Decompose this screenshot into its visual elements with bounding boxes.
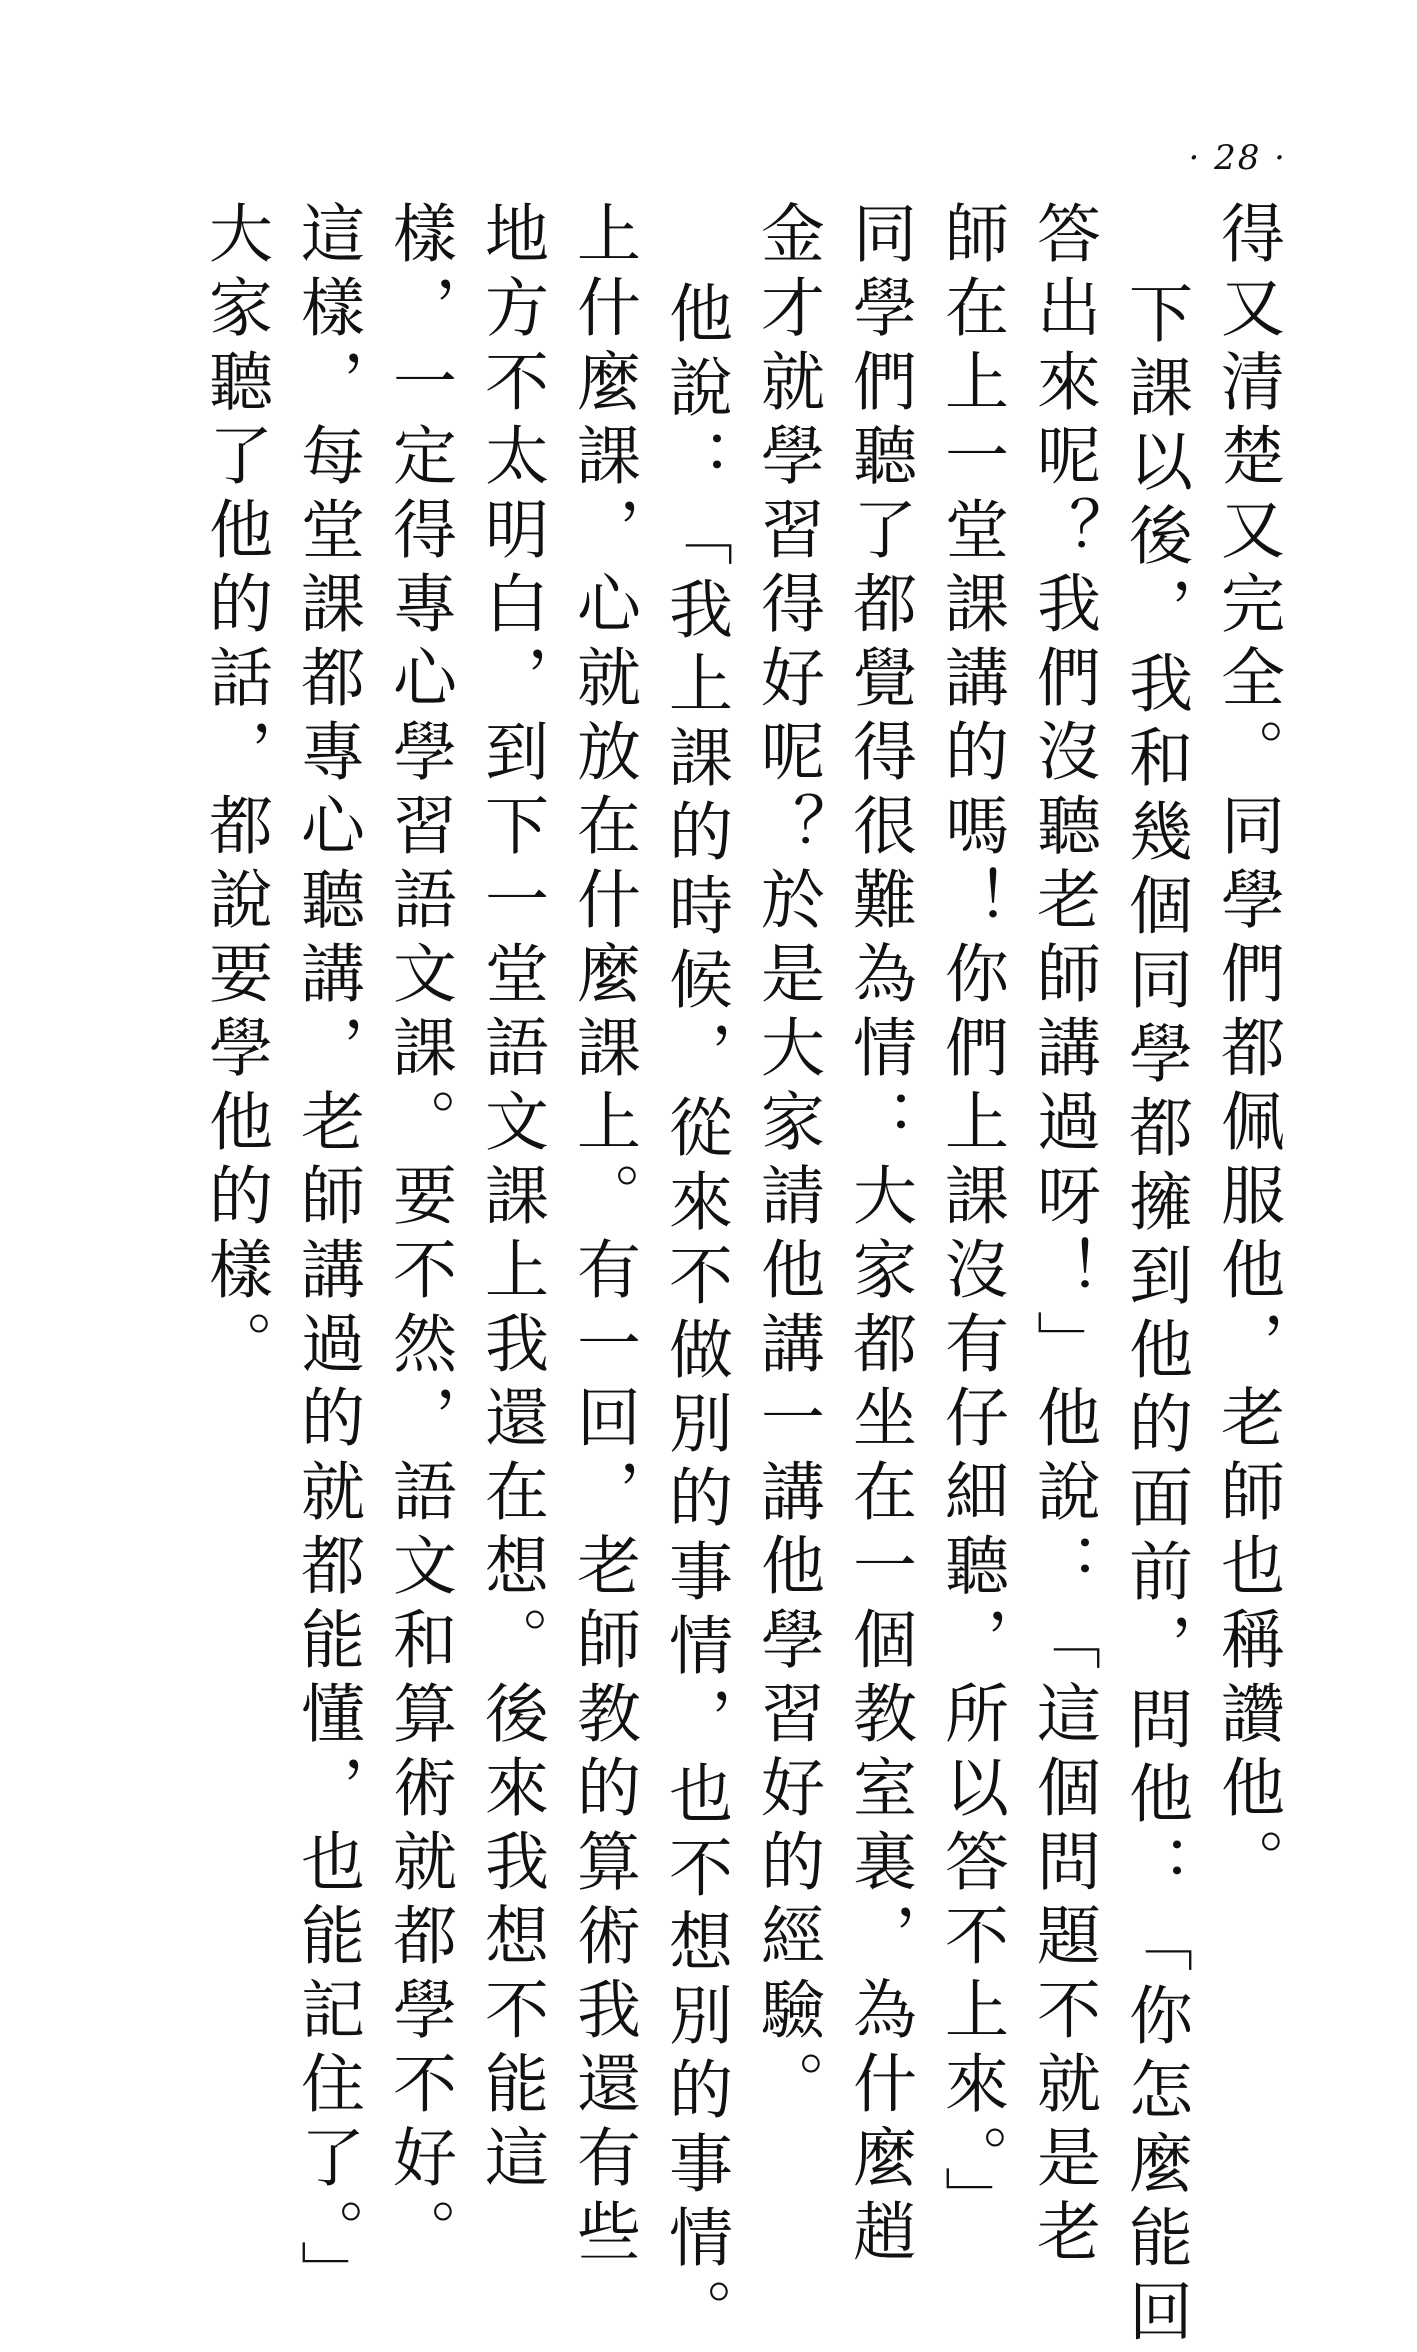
text-column-1: 得又清楚又完全。同學們都佩服他，老師也稱讚他。 — [1210, 200, 1284, 1902]
text-column-10: 樣，一定得專心學習語文課。要不然，語文和算術就都學不好。 — [382, 200, 456, 2272]
text-column-4: 師在上一堂課講的嗎！你們上課沒有仔細聽，所以答不上來。」 — [934, 200, 1008, 2240]
text-column-7: 他說：「我上課的時候，從來不做別的事情，也不想別的事情。 — [658, 280, 732, 2352]
text-column-2: 下課以後，我和幾個同學都擁到他的面前，問他：「你怎麼能回 — [1118, 280, 1192, 2352]
text-column-11: 這樣，每堂課都專心聽講，老師講過的就都能懂，也能記住了。」 — [290, 200, 364, 2314]
text-column-5: 同學們聽了都覺得很難為情：大家都坐在一個教室裏，為什麼趙 — [842, 200, 916, 2272]
text-column-3: 答出來呢？我們沒聽老師講過呀！」他說：「這個問題不就是老 — [1026, 200, 1100, 2272]
text-column-9: 地方不太明白，到下一堂語文課上我還在想。後來我想不能這 — [474, 200, 548, 2198]
page-number: · 28 · — [1188, 138, 1287, 178]
text-column-8: 上什麼課，心就放在什麼課上。有一回，老師教的算術我還有些 — [566, 200, 640, 2272]
text-column-6: 金才就學習得好呢？於是大家請他講一講他學習好的經驗。 — [750, 200, 824, 2124]
text-column-12: 大家聽了他的話，都說要學他的樣。 — [198, 200, 272, 1384]
